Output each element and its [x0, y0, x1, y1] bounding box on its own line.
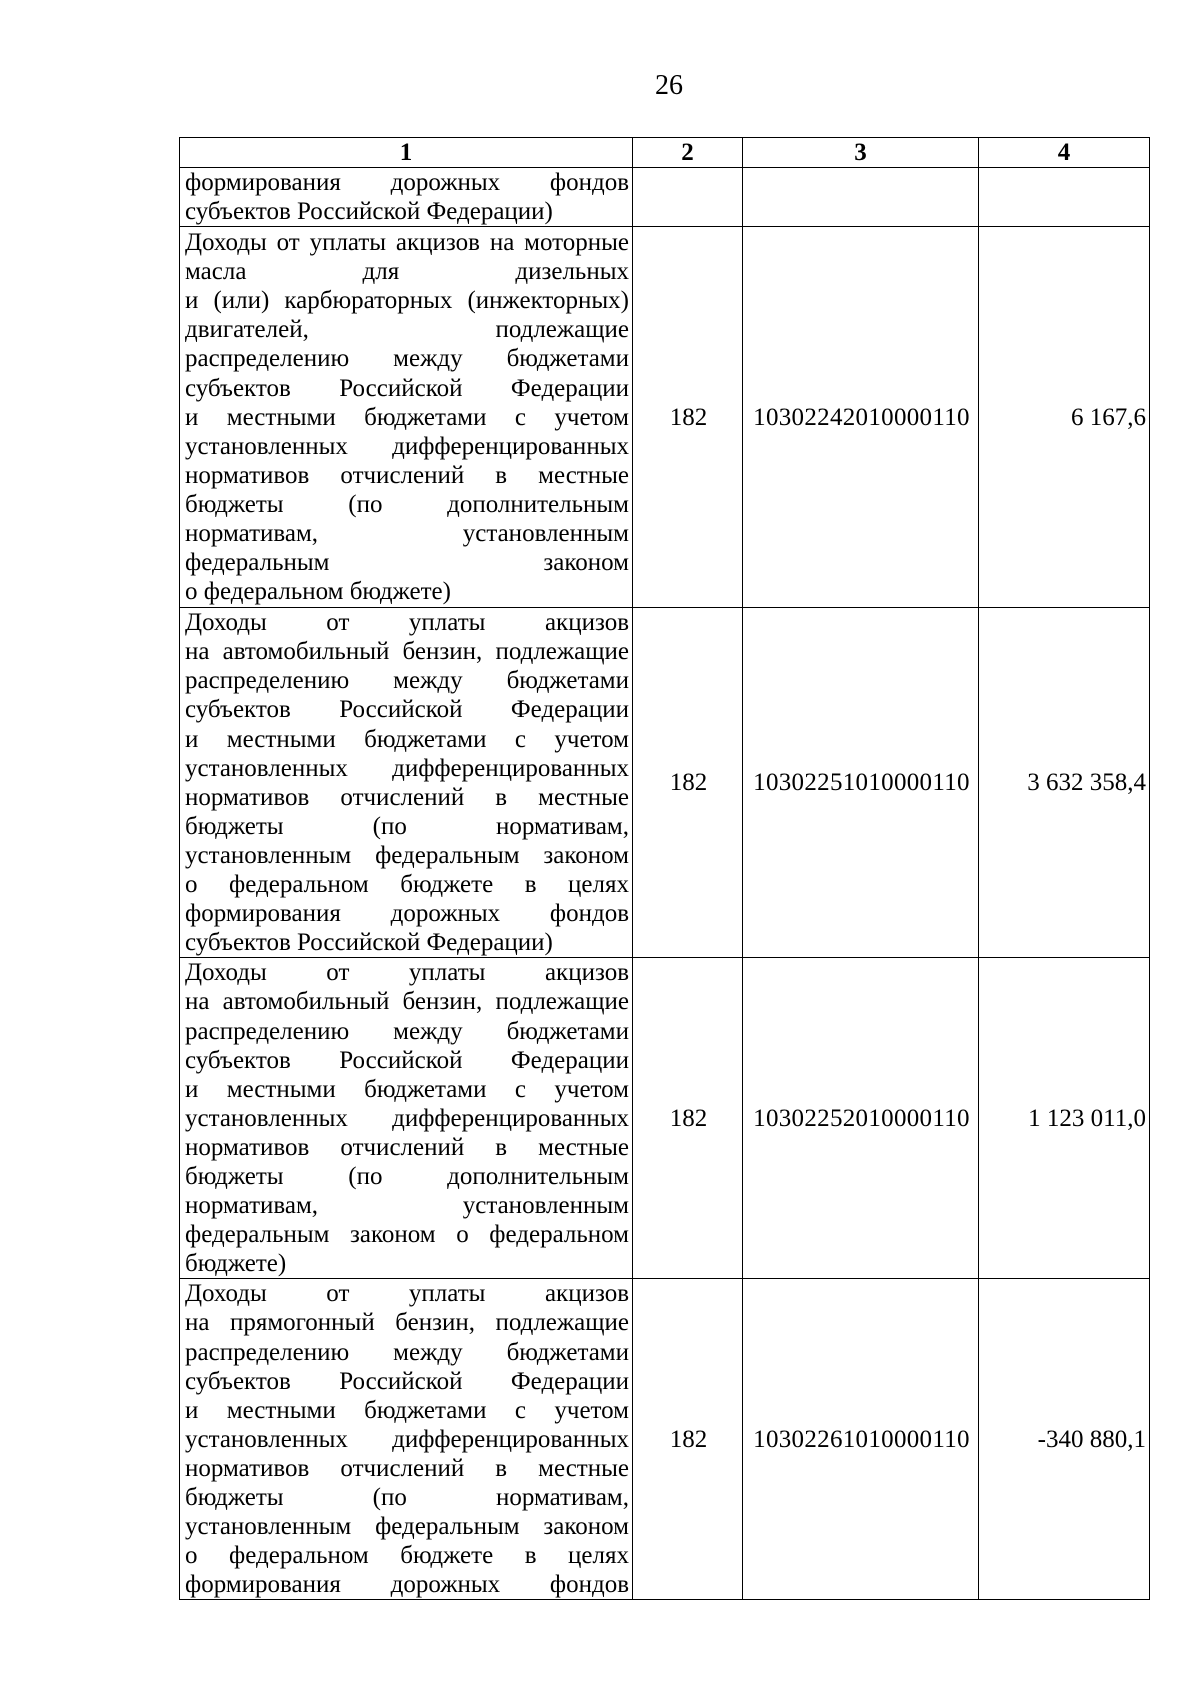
row-admin-code: 182 [633, 227, 743, 608]
description-line: на автомобильный бензин, подлежащие [185, 988, 629, 1016]
description-line: формирования дорожных фондов [185, 1571, 629, 1599]
description-line: и (или) карбюраторных (инжекторных) [185, 287, 629, 315]
description-line: субъектов Российской Федерации) [185, 198, 553, 226]
description-line: распределению между бюджетами [185, 667, 629, 695]
table-header-row [180, 138, 1150, 168]
description-line: нормативов отчислений в местные [185, 461, 629, 489]
description-line: бюджеты (по нормативам, [185, 812, 629, 840]
description-line: федеральным законом [185, 549, 629, 577]
description-line: распределению между бюджетами [185, 1338, 629, 1366]
description-line: о федеральном бюджете в целях [185, 871, 629, 899]
row-description [180, 958, 633, 1279]
description-line: нормативов отчислений в местные [185, 1454, 629, 1482]
page-number-text: 26 [655, 70, 683, 101]
table-row [180, 1279, 1150, 1600]
row-description [180, 227, 633, 608]
description-line: на автомобильный бензин, подлежащие [185, 638, 629, 666]
row-amount: 6 167,6 [979, 227, 1150, 608]
row-budget-code: 10302252010000110 [743, 958, 979, 1279]
description-line: и местными бюджетами с учетом [185, 1075, 629, 1103]
row-admin-code [633, 168, 743, 227]
header-col-4: 4 [979, 138, 1150, 168]
row-amount: -340 880,1 [979, 1279, 1150, 1600]
row-admin-code: 182 [633, 1279, 743, 1600]
description-line: на прямогонный бензин, подлежащие [185, 1309, 629, 1337]
description-line: формирования дорожных фондов [185, 169, 629, 196]
row-budget-code [743, 168, 979, 227]
description-line: нормативов отчислений в местные [185, 783, 629, 811]
header-col-3: 3 [743, 138, 979, 168]
description-line: субъектов Российской Федерации [185, 1367, 629, 1395]
table-row [180, 168, 1150, 227]
description-line: о федеральном бюджете) [185, 578, 451, 606]
row-amount [979, 168, 1150, 227]
row-admin-code: 182 [633, 958, 743, 1279]
table-body [180, 168, 1150, 1600]
description-line: распределению между бюджетами [185, 345, 629, 373]
description-line: бюджеты (по дополнительным [185, 490, 629, 518]
description-line: и местными бюджетами с учетом [185, 403, 629, 431]
description-line: субъектов Российской Федерации [185, 374, 629, 402]
row-description [180, 1279, 633, 1600]
description-line: субъектов Российской Федерации) [185, 929, 553, 957]
row-admin-code: 182 [633, 608, 743, 958]
description-line: бюджете) [185, 1250, 287, 1278]
row-amount: 1 123 011,0 [979, 958, 1150, 1279]
description-line: Доходы от уплаты акцизов [185, 1280, 629, 1308]
row-budget-code: 10302251010000110 [743, 608, 979, 958]
description-line: субъектов Российской Федерации [185, 1046, 629, 1074]
revenue-table [179, 137, 1150, 1600]
row-description [180, 608, 633, 958]
description-line: установленных дифференцированных [185, 1425, 629, 1453]
table-row [180, 958, 1150, 1279]
description-line: и местными бюджетами с учетом [185, 1396, 629, 1424]
description-line: Доходы от уплаты акцизов [185, 959, 629, 987]
description-line: бюджеты (по нормативам, [185, 1484, 629, 1511]
row-description [180, 168, 633, 227]
description-line: нормативам, установленным [185, 520, 629, 548]
description-line: нормативам, установленным [185, 1192, 629, 1220]
description-line: Доходы от уплаты акцизов [185, 609, 629, 637]
description-line: бюджеты (по дополнительным [185, 1162, 629, 1190]
description-line: о федеральном бюджете в целях [185, 1542, 629, 1570]
description-line: установленным федеральным законом [185, 1513, 629, 1541]
description-line: двигателей, подлежащие [185, 316, 629, 344]
description-line: Доходы от уплаты акцизов на моторные [185, 229, 629, 257]
header-col-1: 1 [180, 138, 633, 168]
description-line: масла для дизельных [185, 258, 629, 286]
table-row [180, 608, 1150, 958]
description-line: и местными бюджетами с учетом [185, 725, 629, 753]
description-line: установленных дифференцированных [185, 754, 629, 782]
row-budget-code: 10302261010000110 [743, 1279, 979, 1600]
description-line: нормативов отчислений в местные [185, 1133, 629, 1161]
page-number [0, 66, 1200, 106]
header-col-2: 2 [633, 138, 743, 168]
description-line: федеральным законом о федеральном [185, 1221, 629, 1249]
description-line: формирования дорожных фондов [185, 900, 629, 928]
description-line: субъектов Российской Федерации [185, 696, 629, 724]
description-line: установленных дифференцированных [185, 1104, 629, 1132]
description-line: распределению между бюджетами [185, 1017, 629, 1045]
description-line: установленных дифференцированных [185, 432, 629, 460]
table-row [180, 227, 1150, 608]
row-budget-code: 10302242010000110 [743, 227, 979, 608]
description-line: установленным федеральным законом [185, 841, 629, 869]
row-amount: 3 632 358,4 [979, 608, 1150, 958]
